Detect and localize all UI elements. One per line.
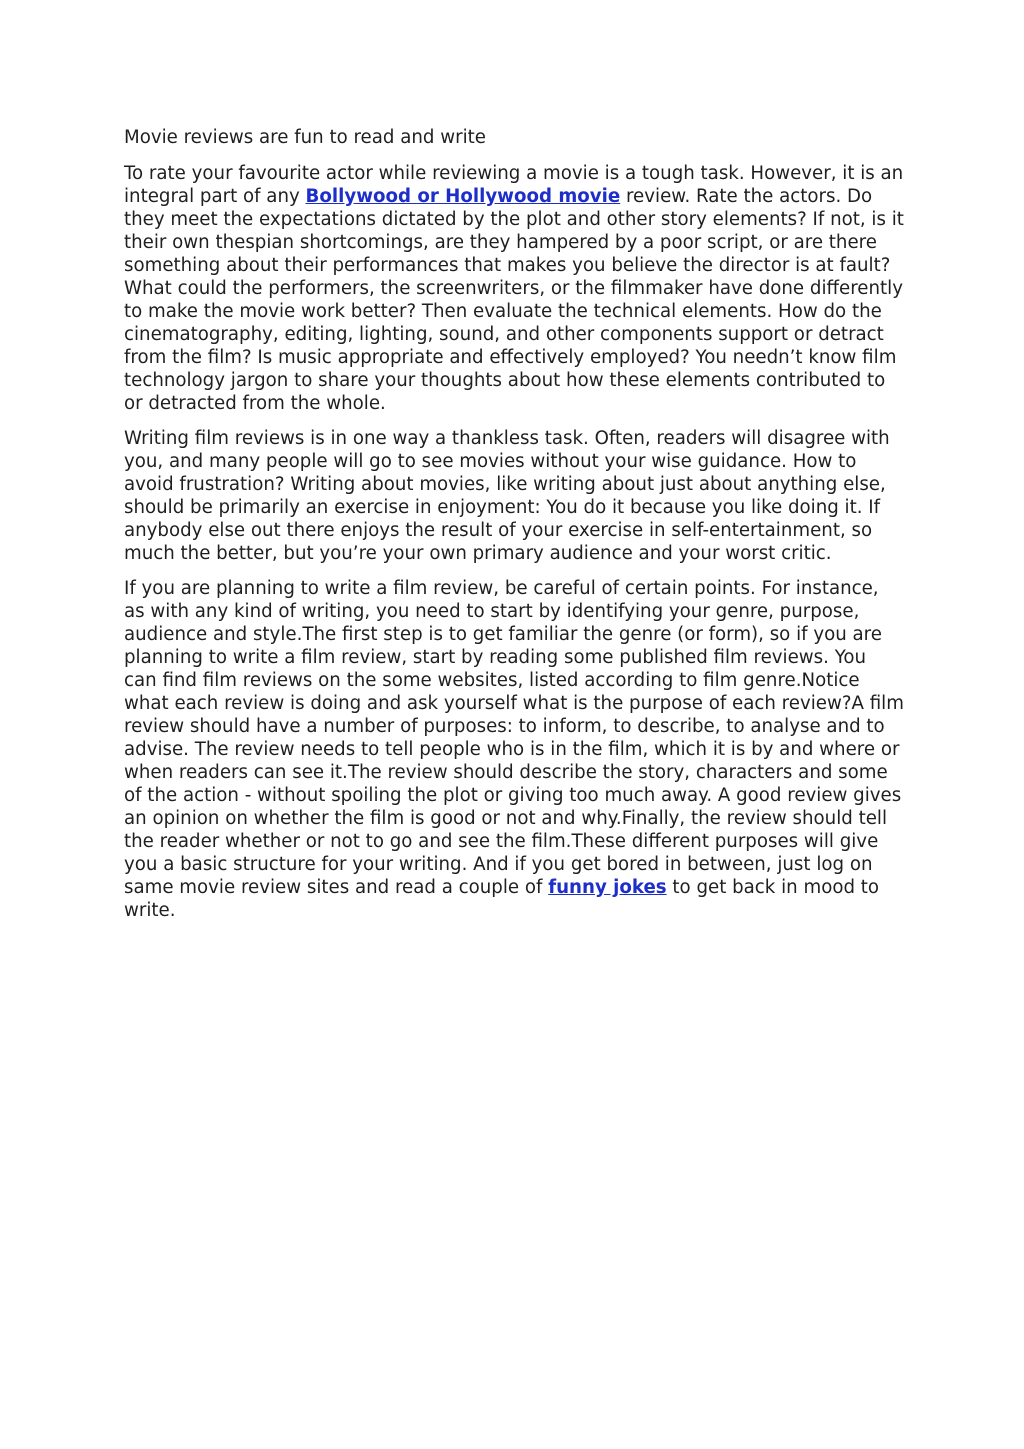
document-page: [124, 126, 904, 934]
document-title: Movie reviews are fun to read and write: [124, 127, 486, 148]
paragraph-thankless-task: Writing film reviews is in one way a thankless task. Often, readers will disagree with you, and many people will go to see movies without your wise guidance. How to avoid frustration? Writing about movies, like writing about just about anything else, should be primarily an exercise in enjoyment: You do it because you like doing it. If anybody else out there enjoys the result of your exercise in self-entertainment, so much the better, but you’re your own primary audience and your worst critic.: [124, 428, 890, 564]
paragraph-actor-rating: [124, 162, 904, 415]
bollywood-hollywood-movie-link[interactable]: Bollywood or Hollywood movie: [305, 186, 621, 207]
funny-jokes-link[interactable]: funny jokes: [548, 877, 667, 898]
paragraph-3-text-start: If you are planning to write a film review, be careful of certain points. For instance, as with any kind of writing, you need to start by identifying your genre, purpose, audience and style.The first step is to get familiar the genre (or form), so if you are planning to write a film review, start by reading some published film reviews. You can find film reviews on the some websites, listed according to film genre.Notice what each review is doing and ask yourself what is the purpose of each review?A film review should have a number of purposes: to inform, to describe, to analyse and to advise. The review needs to tell people who is in the film, which it is by and where or when readers can see it.The review should describe the story, characters and some of the action - without spoiling the plot or giving too much away. A good review gives an opinion on whether the film is good or not and why.Finally, the review should tell the reader whether or not to go and see the film.These different purposes will give you a basic structure for your writing. And if you get bored in between, just log on same movie review sites and read a couple of: [124, 578, 904, 898]
paragraph-1-text-start: To rate your favourite actor while reviewing a movie is a tough task. However, it is an integral part of any: [124, 163, 904, 207]
paragraph-planning-review: [124, 577, 904, 922]
paragraph-1-text-end: review. Rate the actors. Do they meet the expectations dictated by the plot and other story elements? If not, is it their own thespian shortcomings, are they hampered by a poor script, or are there something about their performances that makes you believe the director is at fault? What could the performers, the screenwriters, or the filmmaker have done differently to make the movie work better? Then evaluate the technical elements. How do the cinematography, editing, lighting, sound, and other components support or detract from the film? Is music appropriate and effectively employed? You needn’t know film technology jargon to share your thoughts about how these elements contributed to or detracted from the whole.: [124, 186, 904, 414]
paragraph-3-text-end: to get back in mood to write.: [124, 877, 880, 921]
